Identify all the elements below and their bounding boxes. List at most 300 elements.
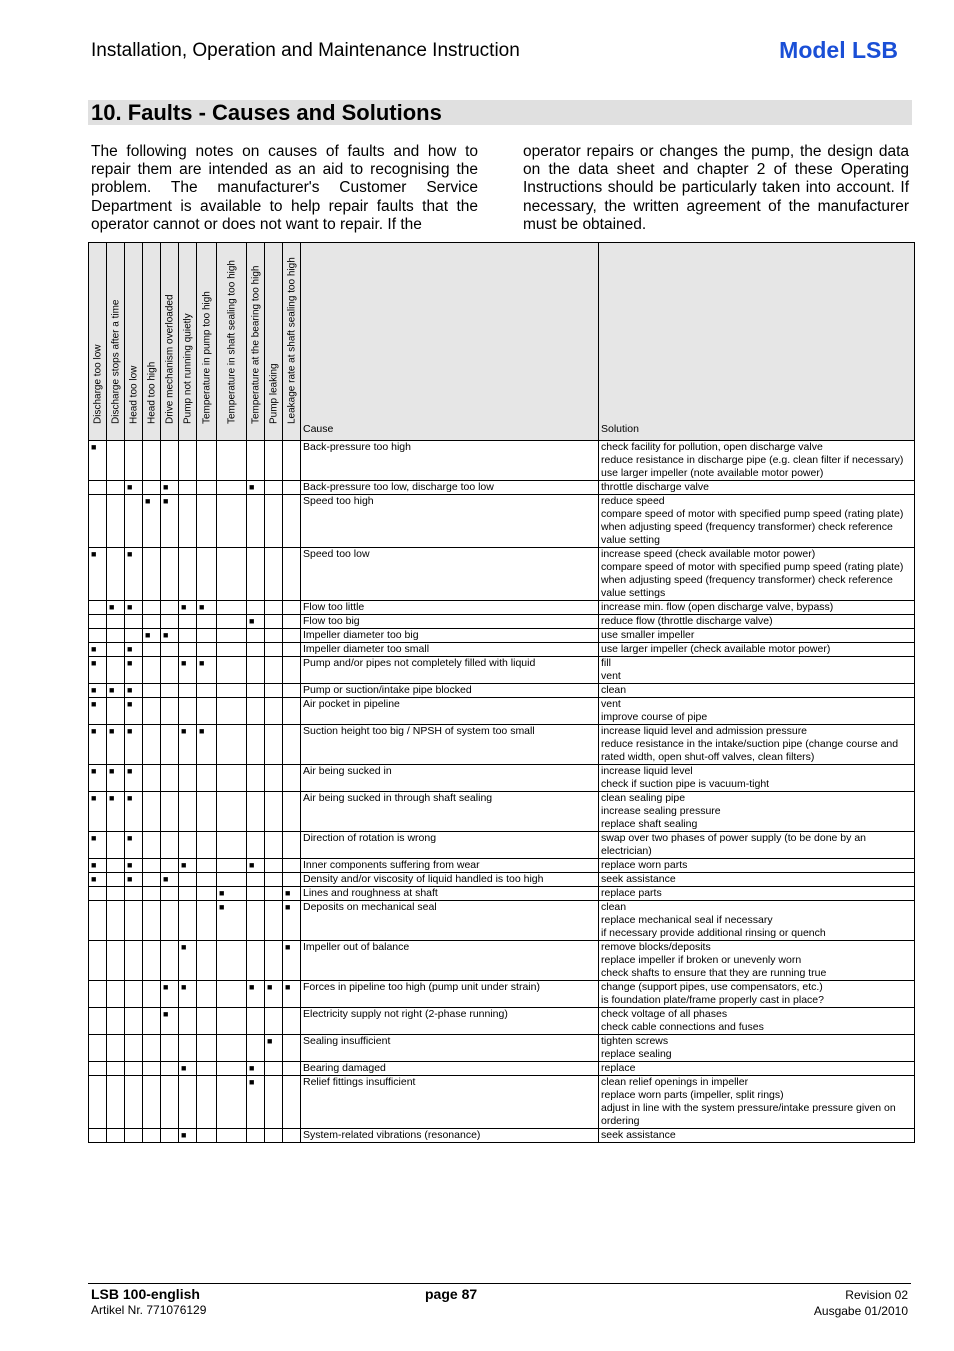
symptom-cell <box>179 1008 197 1035</box>
symptom-cell <box>179 792 197 832</box>
cause-cell: Air being sucked in <box>301 765 599 792</box>
symptom-label: Pump not running quietly <box>182 313 193 424</box>
square-marker-icon: ■ <box>109 766 115 776</box>
intro-paragraph-right: operator repairs or changes the pump, the design data on the data sheet and chapter 2 of these Operating Instructions should be particularly taken into account. If necessary, the written agreement of the manufacturer must be obtained. <box>523 143 909 233</box>
cause-cell: Sealing insufficient <box>301 1035 599 1062</box>
symptom-cell <box>265 887 283 901</box>
cause-cell: Deposits on mechanical seal <box>301 901 599 941</box>
solution-line: fill <box>601 657 611 669</box>
solution-line: throttle discharge valve <box>601 481 709 493</box>
symptom-cell <box>107 859 125 873</box>
symptom-cell <box>283 495 301 548</box>
symptom-cell <box>247 1008 265 1035</box>
symptom-cell <box>197 941 217 981</box>
cause-cell: Lines and roughness at shaft <box>301 887 599 901</box>
symptom-cell <box>125 1035 143 1062</box>
solution-line: check facility for pollution, open discharge valve <box>601 441 823 453</box>
symptom-cell <box>89 765 107 792</box>
symptom-cell <box>179 684 197 698</box>
symptom-cell <box>247 792 265 832</box>
table-row <box>89 859 915 873</box>
symptom-cell <box>107 481 125 495</box>
square-marker-icon: ■ <box>163 1009 169 1019</box>
symptom-cell <box>217 441 247 481</box>
solution-cell <box>599 832 915 859</box>
symptom-cell <box>283 698 301 725</box>
square-marker-icon: ■ <box>127 726 133 736</box>
solution-line: reduce speed <box>601 495 665 507</box>
symptom-cell <box>265 859 283 873</box>
symptom-cell <box>89 698 107 725</box>
square-marker-icon: ■ <box>249 1063 255 1073</box>
square-marker-icon: ■ <box>127 699 133 709</box>
table-row <box>89 792 915 832</box>
symptom-label: Leakage rate at shaft sealing too high <box>286 257 297 424</box>
symptom-cell <box>265 601 283 615</box>
symptom-cell <box>143 1062 161 1076</box>
symptom-cell <box>107 495 125 548</box>
symptom-cell <box>247 887 265 901</box>
header-title: Installation, Operation and Maintenance Instruction <box>91 40 520 61</box>
symptom-cell <box>125 698 143 725</box>
symptom-label: Discharge stops after a time <box>110 299 121 424</box>
symptom-cell <box>197 643 217 657</box>
solution-line: vent <box>601 670 621 682</box>
symptom-cell <box>247 981 265 1008</box>
square-marker-icon: ■ <box>163 496 169 506</box>
square-marker-icon: ■ <box>181 1130 187 1140</box>
symptom-cell <box>125 629 143 643</box>
solution-cell <box>599 629 915 643</box>
table-row <box>89 657 915 684</box>
symptom-cell <box>283 873 301 887</box>
footer-revision: Revision 02 <box>845 1288 908 1302</box>
symptom-cell <box>179 1129 197 1143</box>
cause-cell: Forces in pipeline too high (pump unit under strain) <box>301 981 599 1008</box>
symptom-cell <box>107 832 125 859</box>
solution-cell <box>599 643 915 657</box>
symptom-header <box>179 243 197 441</box>
symptom-cell <box>265 441 283 481</box>
symptom-label: Head too low <box>128 365 139 424</box>
symptom-cell <box>125 1129 143 1143</box>
symptom-cell <box>161 859 179 873</box>
square-marker-icon: ■ <box>127 644 133 654</box>
square-marker-icon: ■ <box>181 1063 187 1073</box>
symptom-cell <box>143 481 161 495</box>
square-marker-icon: ■ <box>109 685 115 695</box>
symptom-cell <box>265 615 283 629</box>
symptom-cell <box>217 684 247 698</box>
square-marker-icon: ■ <box>109 726 115 736</box>
table-row <box>89 684 915 698</box>
symptom-cell <box>265 643 283 657</box>
symptom-label: Temperature in pump too high <box>201 291 212 424</box>
symptom-cell <box>161 1035 179 1062</box>
symptom-cell <box>107 657 125 684</box>
symptom-label: Drive mechanism overloaded <box>164 294 175 424</box>
square-marker-icon: ■ <box>285 902 291 912</box>
symptom-cell <box>89 615 107 629</box>
symptom-cell <box>283 725 301 765</box>
symptom-cell <box>161 832 179 859</box>
symptom-cell <box>265 481 283 495</box>
solution-line: check voltage of all phases <box>601 1008 728 1020</box>
symptom-cell <box>283 1035 301 1062</box>
symptom-cell <box>125 887 143 901</box>
symptom-cell <box>197 481 217 495</box>
square-marker-icon: ■ <box>199 726 205 736</box>
square-marker-icon: ■ <box>91 874 97 884</box>
symptom-cell <box>217 657 247 684</box>
symptom-cell <box>179 495 197 548</box>
faults-table <box>88 242 915 1143</box>
symptom-cell <box>161 1062 179 1076</box>
symptom-cell <box>125 548 143 601</box>
symptom-cell <box>247 873 265 887</box>
symptom-cell <box>161 548 179 601</box>
symptom-cell <box>247 1035 265 1062</box>
solution-line: clean relief openings in impeller <box>601 1076 749 1088</box>
symptom-cell <box>197 859 217 873</box>
square-marker-icon: ■ <box>285 942 291 952</box>
symptom-cell <box>179 725 197 765</box>
solution-line: improve course of pipe <box>601 711 708 723</box>
square-marker-icon: ■ <box>181 942 187 952</box>
symptom-cell <box>217 832 247 859</box>
symptom-label: Pump leaking <box>268 363 279 424</box>
symptom-cell <box>217 792 247 832</box>
symptom-cell <box>247 481 265 495</box>
symptom-cell <box>265 1035 283 1062</box>
cause-cell: Bearing damaged <box>301 1062 599 1076</box>
symptom-cell <box>283 981 301 1008</box>
symptom-cell <box>283 657 301 684</box>
symptom-cell <box>143 684 161 698</box>
cause-cell: System-related vibrations (resonance) <box>301 1129 599 1143</box>
symptom-cell <box>283 859 301 873</box>
square-marker-icon: ■ <box>181 602 187 612</box>
square-marker-icon: ■ <box>91 726 97 736</box>
solution-line: swap over two phases of power supply (to be done by an electrician) <box>601 832 866 857</box>
symptom-cell <box>197 792 217 832</box>
table-row <box>89 629 915 643</box>
square-marker-icon: ■ <box>91 442 97 452</box>
square-marker-icon: ■ <box>249 616 255 626</box>
square-marker-icon: ■ <box>249 860 255 870</box>
symptom-cell <box>283 941 301 981</box>
square-marker-icon: ■ <box>127 860 133 870</box>
solution-line: check cable connections and fuses <box>601 1021 764 1033</box>
symptom-cell <box>89 1008 107 1035</box>
solution-cell <box>599 765 915 792</box>
symptom-cell <box>89 684 107 698</box>
symptom-header <box>107 243 125 441</box>
table-row <box>89 765 915 792</box>
symptom-cell <box>143 792 161 832</box>
symptom-cell <box>107 901 125 941</box>
symptom-cell <box>197 495 217 548</box>
symptom-cell <box>179 601 197 615</box>
solution-line: is foundation plate/frame properly cast in place? <box>601 994 824 1006</box>
table-row <box>89 725 915 765</box>
symptom-cell <box>89 887 107 901</box>
solution-cell <box>599 657 915 684</box>
symptom-label: Discharge too low <box>92 344 103 424</box>
symptom-cell <box>217 1129 247 1143</box>
solution-cell <box>599 548 915 601</box>
symptom-cell <box>247 643 265 657</box>
symptom-cell <box>107 615 125 629</box>
symptom-cell <box>143 495 161 548</box>
symptom-cell <box>265 1076 283 1129</box>
square-marker-icon: ■ <box>91 833 97 843</box>
symptom-cell <box>89 629 107 643</box>
square-marker-icon: ■ <box>285 888 291 898</box>
symptom-cell <box>179 981 197 1008</box>
symptom-cell <box>125 765 143 792</box>
symptom-cell <box>161 481 179 495</box>
symptom-cell <box>179 698 197 725</box>
symptom-cell <box>217 1062 247 1076</box>
symptom-cell <box>217 1076 247 1129</box>
symptom-cell <box>89 792 107 832</box>
symptom-cell <box>247 615 265 629</box>
solution-line: use smaller impeller <box>601 629 695 641</box>
square-marker-icon: ■ <box>127 658 133 668</box>
symptom-cell <box>107 629 125 643</box>
symptom-cell <box>283 901 301 941</box>
square-marker-icon: ■ <box>127 874 133 884</box>
square-marker-icon: ■ <box>91 699 97 709</box>
symptom-cell <box>125 601 143 615</box>
symptom-cell <box>247 1076 265 1129</box>
solution-line: adjust in line with the system pressure/intake pressure given on ordering <box>601 1102 896 1127</box>
solution-line: replace mechanical seal if necessary <box>601 914 773 926</box>
symptom-cell <box>161 629 179 643</box>
cause-header: Cause <box>301 243 599 441</box>
symptom-cell <box>107 441 125 481</box>
symptom-cell <box>247 684 265 698</box>
table-row <box>89 1129 915 1143</box>
symptom-cell <box>125 832 143 859</box>
solution-line: increase min. flow (open discharge valve, bypass) <box>601 601 834 613</box>
solution-line: change (support pipes, use compensators, etc.) <box>601 981 823 993</box>
symptom-cell <box>107 1008 125 1035</box>
symptom-cell <box>283 765 301 792</box>
solution-cell <box>599 873 915 887</box>
square-marker-icon: ■ <box>181 982 187 992</box>
symptom-cell <box>197 684 217 698</box>
table-row <box>89 601 915 615</box>
symptom-cell <box>197 441 217 481</box>
square-marker-icon: ■ <box>163 874 169 884</box>
solution-cell <box>599 981 915 1008</box>
solution-cell <box>599 1062 915 1076</box>
solution-line: tighten screws <box>601 1035 669 1047</box>
symptom-cell <box>107 1062 125 1076</box>
symptom-cell <box>197 698 217 725</box>
solution-cell <box>599 615 915 629</box>
symptom-cell <box>125 873 143 887</box>
symptom-cell <box>143 1129 161 1143</box>
symptom-cell <box>197 615 217 629</box>
symptom-cell <box>247 1129 265 1143</box>
cause-cell: Impeller diameter too small <box>301 643 599 657</box>
symptom-cell <box>161 615 179 629</box>
solution-line: replace parts <box>601 887 662 899</box>
cause-cell: Air being sucked in through shaft sealing <box>301 792 599 832</box>
square-marker-icon: ■ <box>145 630 151 640</box>
symptom-cell <box>197 765 217 792</box>
square-marker-icon: ■ <box>91 766 97 776</box>
symptom-cell <box>197 1035 217 1062</box>
symptom-cell <box>217 1008 247 1035</box>
square-marker-icon: ■ <box>163 982 169 992</box>
square-marker-icon: ■ <box>219 902 225 912</box>
square-marker-icon: ■ <box>127 766 133 776</box>
symptom-cell <box>283 601 301 615</box>
symptom-cell <box>125 1076 143 1129</box>
symptom-cell <box>265 901 283 941</box>
symptom-cell <box>197 629 217 643</box>
symptom-cell <box>107 792 125 832</box>
intro-paragraph-left: The following notes on causes of faults and how to repair them are intended as an aid to recognising the problem. The manufacturer's Customer Service Department is available to help repair faults that the operator cannot or does not want to repair. If the <box>91 143 478 233</box>
square-marker-icon: ■ <box>127 793 133 803</box>
symptom-cell <box>107 601 125 615</box>
symptom-cell <box>265 1129 283 1143</box>
symptom-cell <box>247 548 265 601</box>
symptom-cell <box>217 495 247 548</box>
symptom-cell <box>265 981 283 1008</box>
square-marker-icon: ■ <box>91 658 97 668</box>
symptom-cell <box>179 481 197 495</box>
square-marker-icon: ■ <box>249 982 255 992</box>
symptom-cell <box>89 941 107 981</box>
symptom-cell <box>283 629 301 643</box>
symptom-cell <box>179 548 197 601</box>
symptom-header <box>217 243 247 441</box>
table-row <box>89 901 915 941</box>
symptom-header <box>161 243 179 441</box>
symptom-header <box>247 243 265 441</box>
square-marker-icon: ■ <box>285 982 291 992</box>
symptom-cell <box>125 859 143 873</box>
symptom-label: Head too high <box>146 361 157 424</box>
symptom-cell <box>89 832 107 859</box>
square-marker-icon: ■ <box>109 793 115 803</box>
solution-line: check if suction pipe is vacuum-tight <box>601 778 770 790</box>
symptom-cell <box>283 643 301 657</box>
symptom-cell <box>217 941 247 981</box>
symptom-cell <box>107 1076 125 1129</box>
table-row <box>89 548 915 601</box>
solution-line: reduce resistance in discharge pipe (e.g. clean filter if necessary) <box>601 454 904 466</box>
symptom-cell <box>89 873 107 887</box>
symptom-cell <box>143 873 161 887</box>
symptom-cell <box>161 765 179 792</box>
symptom-cell <box>143 725 161 765</box>
symptom-header <box>283 243 301 441</box>
symptom-cell <box>179 1076 197 1129</box>
cause-cell: Speed too low <box>301 548 599 601</box>
square-marker-icon: ■ <box>181 860 187 870</box>
symptom-cell <box>161 941 179 981</box>
symptom-cell <box>197 873 217 887</box>
symptom-cell <box>89 481 107 495</box>
symptom-cell <box>161 873 179 887</box>
symptom-cell <box>89 1035 107 1062</box>
table-row <box>89 441 915 481</box>
symptom-cell <box>217 901 247 941</box>
symptom-cell <box>283 792 301 832</box>
symptom-cell <box>161 887 179 901</box>
cause-cell: Relief fittings insufficient <box>301 1076 599 1129</box>
square-marker-icon: ■ <box>91 793 97 803</box>
model-title: Model LSB <box>779 37 898 63</box>
symptom-cell <box>125 684 143 698</box>
symptom-cell <box>247 1062 265 1076</box>
symptom-cell <box>89 657 107 684</box>
symptom-cell <box>161 698 179 725</box>
symptom-cell <box>107 548 125 601</box>
symptom-cell <box>217 887 247 901</box>
solution-cell <box>599 725 915 765</box>
symptom-cell <box>197 725 217 765</box>
symptom-cell <box>179 657 197 684</box>
solution-line: reduce flow (throttle discharge valve) <box>601 615 773 627</box>
symptom-cell <box>89 441 107 481</box>
symptom-cell <box>265 657 283 684</box>
symptom-cell <box>125 481 143 495</box>
symptom-cell <box>265 765 283 792</box>
symptom-cell <box>125 981 143 1008</box>
symptom-cell <box>197 601 217 615</box>
symptom-cell <box>107 765 125 792</box>
symptom-cell <box>179 643 197 657</box>
symptom-cell <box>107 873 125 887</box>
symptom-cell <box>161 725 179 765</box>
symptom-cell <box>197 832 217 859</box>
square-marker-icon: ■ <box>127 602 133 612</box>
solution-line: seek assistance <box>601 873 676 885</box>
symptom-cell <box>107 1129 125 1143</box>
symptom-cell <box>179 765 197 792</box>
symptom-cell <box>107 698 125 725</box>
cause-cell: Back-pressure too low, discharge too low <box>301 481 599 495</box>
symptom-cell <box>197 548 217 601</box>
symptom-cell <box>283 615 301 629</box>
square-marker-icon: ■ <box>249 482 255 492</box>
symptom-cell <box>161 657 179 684</box>
symptom-cell <box>265 873 283 887</box>
footer-divider <box>88 1283 911 1284</box>
symptom-cell <box>247 859 265 873</box>
square-marker-icon: ■ <box>199 658 205 668</box>
symptom-cell <box>179 859 197 873</box>
symptom-cell <box>217 629 247 643</box>
table-row <box>89 615 915 629</box>
table-row <box>89 1035 915 1062</box>
cause-cell: Inner components suffering from wear <box>301 859 599 873</box>
symptom-cell <box>125 441 143 481</box>
solution-cell <box>599 481 915 495</box>
table-row <box>89 643 915 657</box>
symptom-cell <box>143 1035 161 1062</box>
symptom-cell <box>247 601 265 615</box>
symptom-cell <box>143 1008 161 1035</box>
solution-line: replace shaft sealing <box>601 818 698 830</box>
